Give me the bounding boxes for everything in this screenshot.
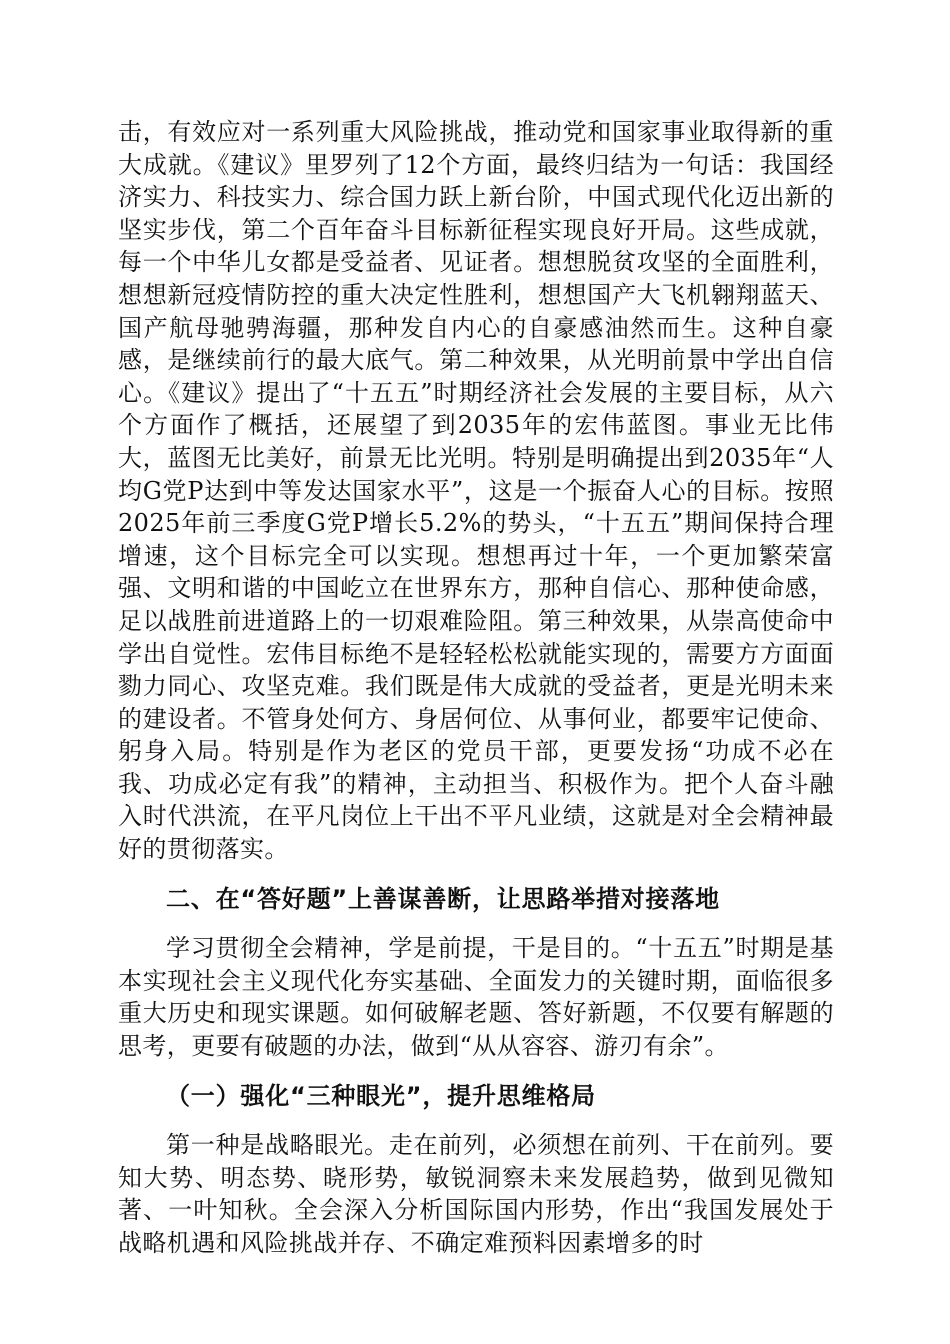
body-paragraph-strategic-vision: 第一种是战略眼光。走在前列，必须想在前列、干在前列。要知大势、明态势、晓形势，敏锐洞察未来发展趋势，做到见微知著、一叶知秋。全会深入分析国际国内形势，作出“我国发展处于战略机遇和风险挑战并存、不确定难预料因素增多的时 — [118, 1131, 834, 1257]
body-paragraph-section-2-intro: 学习贯彻全会精神，学是前提，干是目的。“十五五”时期是基本实现社会主义现代化夯实基础、全面发力的关键时期，面临很多重大历史和现实课题。如何破解老题、答好新题，不仅要有解题的思考，更要有破题的办法，做到“从从容容、游刃有余”。 — [118, 934, 834, 1061]
body-paragraph-continued: 击，有效应对一系列重大风险挑战，推动党和国家事业取得新的重大成就。《建议》里罗列了12个方面，最终归结为一句话：我国经济实力、科技实力、综合国力跃上新台阶，中国式现代化迈出新的坚实步伐，第二个百年奋斗目标新征程实现良好开局。这些成就，每一个中华儿女都是受益者、见证者。想想脱贫攻坚的全面胜利，想想新冠疫情防控的重大决定性胜利，想想国产大飞机翱翔蓝天、国产航母驰骋海疆，那种发自内心的自豪感油然而生。这种自豪感，是继续前行的最大底气。第二种效果，从光明前景中学出自信心。《建议》提出了“十五五”时期经济社会发展的主要目标，从六个方面作了概括，还展望了到2035年的宏伟蓝图。事业无比伟大，蓝图无比美好，前景无比光明。特别是明确提出到2035年“人均G党P达到中等发达国家水平”，这是一个振奋人心的目标。按照2025年前三季度G党P增长5.2%的势头，“十五五”期间保持合理增速，这个目标完全可以实现。想想再过十年，一个更加繁荣富强、文明和谐的中国屹立在世界东方，那种自信心、那种使命感，足以战胜前进道路上的一切艰难险阻。第三种效果，从崇高使命中学出自觉性。宏伟目标绝不是轻轻松松就能实现的，需要方方面面勠力同心、攻坚克难。我们既是伟大成就的受益者，更是光明未来的建设者。不管身处何方、身居何位、从事何业，都要牢记使命、躬身入局。特别是作为老区的党员干部，更要发扬“功成不必在我、功成必定有我”的精神，主动担当、积极作为。把个人奋斗融入时代洪流，在平凡岗位上干出不平凡业绩，这就是对全会精神最好的贯彻落实。 — [118, 118, 834, 864]
subsection-heading-1: （一）强化“三种眼光”，提升思维格局 — [166, 1081, 596, 1110]
document-body — [118, 116, 834, 1260]
section-heading-2: 二、在“答好题”上善谋善断，让思路举措对接落地 — [166, 884, 720, 913]
